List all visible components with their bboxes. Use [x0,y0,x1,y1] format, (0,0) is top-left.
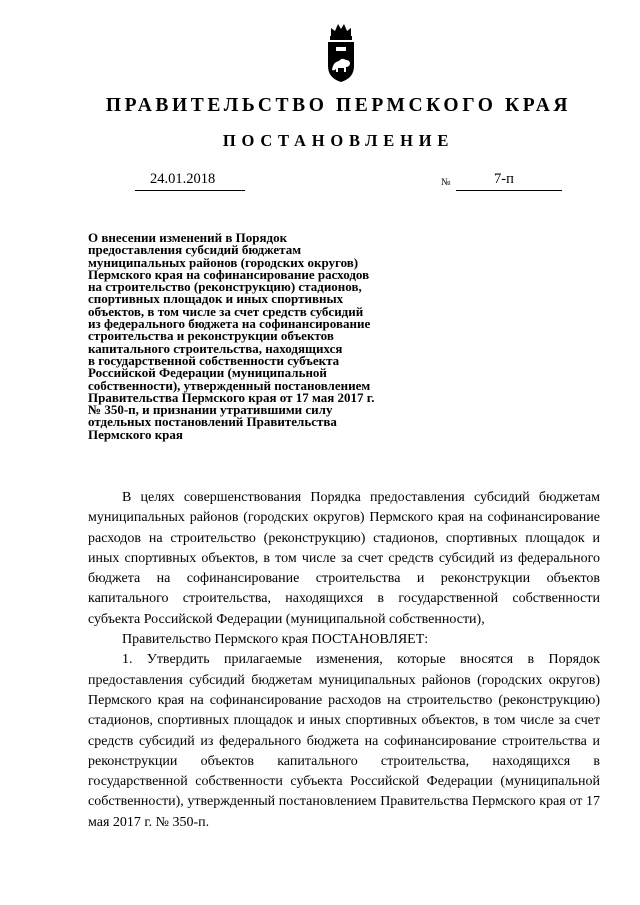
subject-line: из федерального бюджета на софинансирование [88,316,371,332]
document-subject [88,232,428,441]
subject-line: на строительство (реконструкцию) стадионов, [88,279,362,295]
subject-line: капитального строительства, находящихся [88,340,343,356]
subject-line: Российской Федерации (муниципальной [88,365,327,381]
coat-of-arms-icon [325,20,357,84]
body-paragraph-item-1: 1. Утвердить прилагаемые изменения, которые вносятся в Порядок предоставления субсидий бюджетам муниципальных районов (городских округов) Пермского края на софинансирование расходов на строительство (реконструкцию) стадионов, спортивных площадок и иных спортивных объектов, в том числе за счет средств субсидий из федерального бюджета на софинансирование строительства и реконструкции объектов капитального строительства, находящихся в государственной собственности субъекта Российской Федерации (муниципальной собственности), утвержденный постановлением Правительства Пермского края от 17 мая 2017 г. № 350-п. [88,652,600,830]
date-underline [135,190,245,191]
number-sign: № [441,177,451,188]
subject-line: спортивных площадок и иных спортивных [88,291,344,307]
document-number: 7-п [494,171,514,187]
subject-line: Пермского края [88,426,183,442]
subject-line: собственности), утвержденный постановлением [88,377,371,393]
subject-line: О внесении изменений в Порядок [88,230,288,245]
subject-line: Правительства Пермского края от 17 мая 2017 г. [88,389,375,405]
subject-line: объектов, в том числе за счет средств субсидий [88,303,364,319]
number-underline [456,190,562,191]
subject-line: № 350-п, и признании утратившими силу [88,402,333,418]
subject-line: Пермского края на софинансирование расходов [88,266,370,282]
subject-line: в государственной собственности субъекта [88,352,340,368]
subject-line: отдельных постановлений Правительства [88,414,337,430]
body-paragraph-preamble: В целях совершенствования Порядка предоставления субсидий бюджетам муниципальных районов (городских округов) Пермского края на софинансирование расходов на строительство (реконструкцию) стадионов, спортивных площадок и иных спортивных объектов, в том числе за счет средств субсидий из федерального бюджета на софинансирование строительства и реконструкции объектов капитального строительства, находящихся в государственной собственности субъекта Российской Федерации (муниципальной собственности), [88,490,600,627]
document-type: ПОСТАНОВЛЕНИЕ [222,131,455,150]
government-title: ПРАВИТЕЛЬСТВО ПЕРМСКОГО КРАЯ [105,95,572,116]
body-paragraph-decree: Правительство Пермского края ПОСТАНОВЛЯЕТ: [122,632,429,648]
subject-line: строительства и реконструкции объектов [88,328,334,344]
subject-line: предоставления субсидий бюджетам [88,242,302,258]
document-date: 24.01.2018 [150,171,216,187]
subject-line: муниципальных районов (городских округов) [88,254,359,270]
document-body [88,488,600,833]
